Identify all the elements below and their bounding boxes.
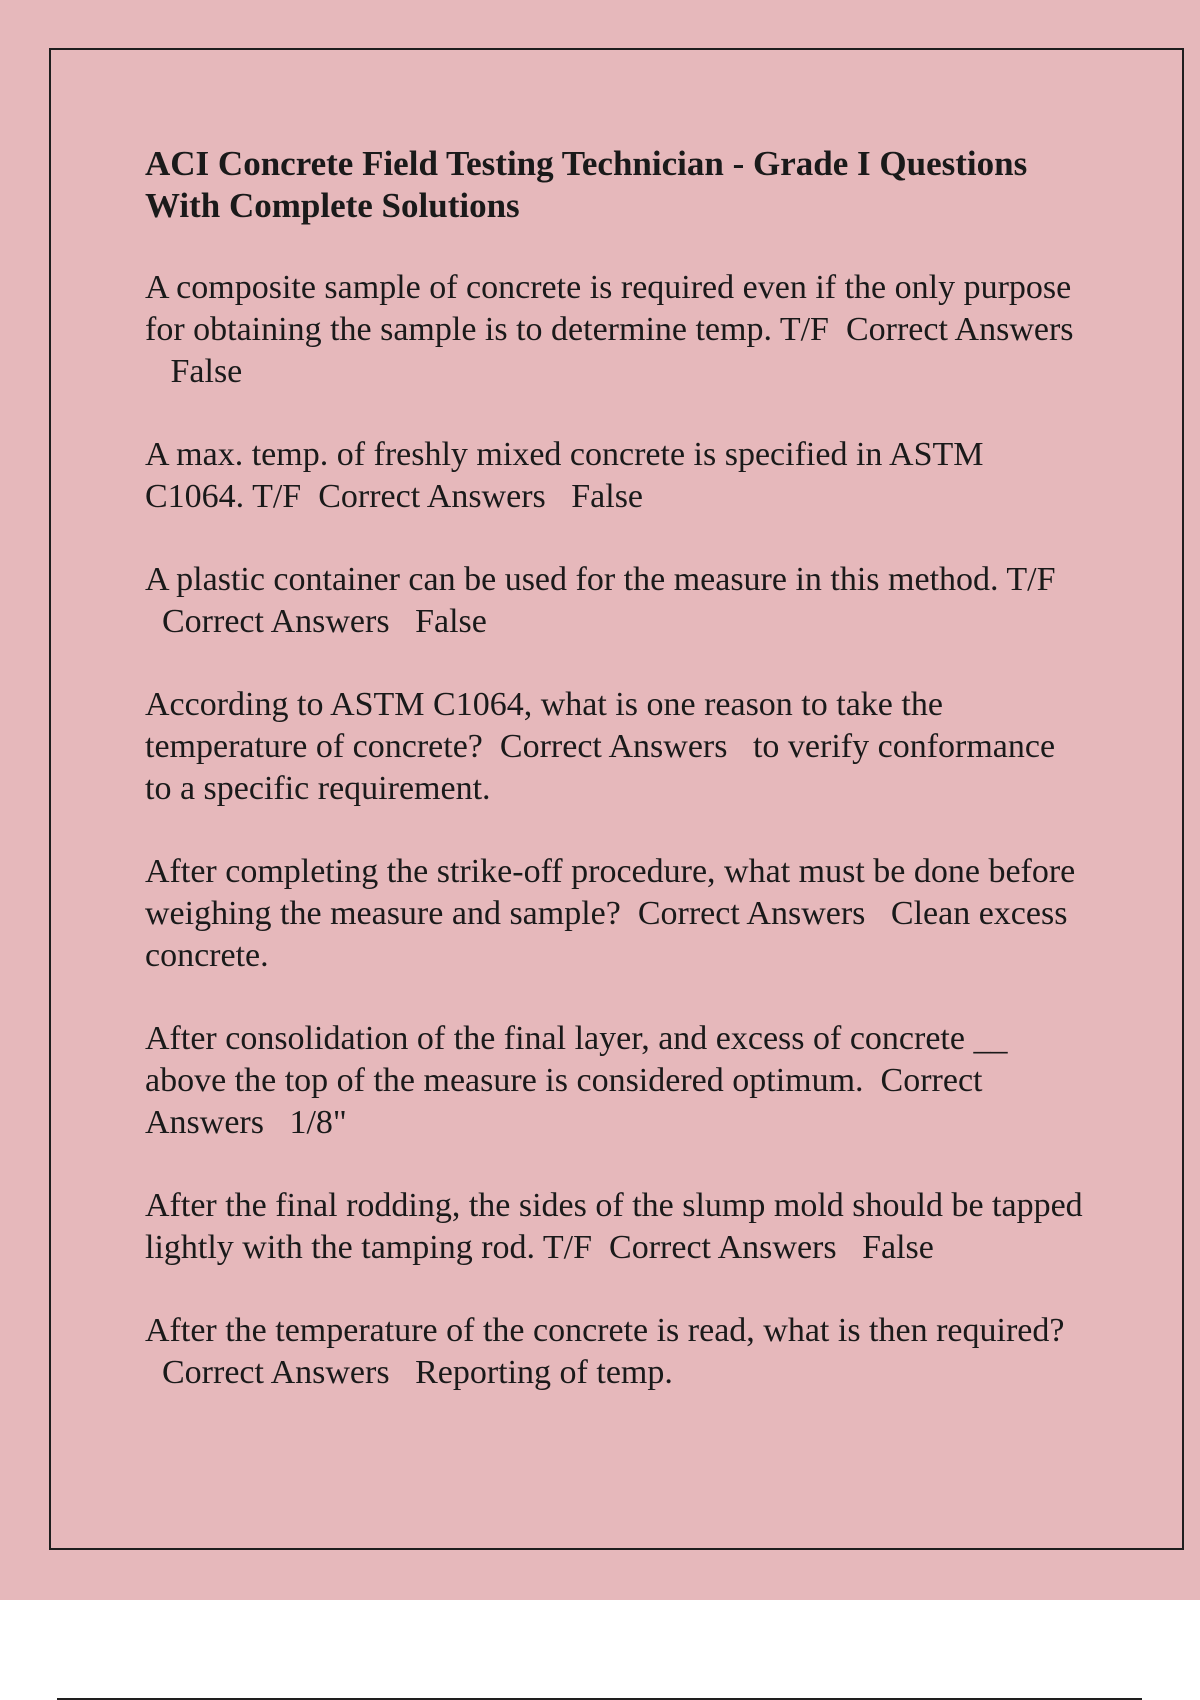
question-text: A plastic container can be used for the measure in this method. T/F [145,561,1056,598]
question-text: After the final rodding, the sides of the slump mold should be tapped lightly with the tamping rod. T/F [145,1187,1083,1266]
qa-item [145,267,1085,393]
answer-text: Clean excess concrete. [145,895,1068,974]
qa-item [145,1310,1085,1394]
question-text: A composite sample of concrete is required even if the only purpose for obtaining the sample is to determine temp. T/F [145,269,1072,348]
answer-label: Correct Answers [609,1229,837,1266]
question-text: After the temperature of the concrete is read, what is then required? [145,1312,1065,1349]
question-text: According to ASTM C1064, what is one reason to take the temperature of concrete? [145,686,943,765]
answer-text: False [415,603,487,640]
answer-text: 1/8" [289,1104,347,1141]
answer-label: Correct Answers [162,1354,390,1391]
qa-item [145,684,1085,810]
document-title: ACI Concrete Field Testing Technician - Grade I Questions With Complete Solutions [145,144,1028,225]
answer-label: Correct Answers [162,603,390,640]
qa-item [145,434,1085,518]
answer-label: Correct Answers [499,728,728,765]
question-text: After consolidation of the final layer, and excess of concrete __ above the top of the measure is considered optimum. [145,1020,1008,1099]
answer-label: Correct Answers [318,478,546,515]
answer-text: Reporting of temp. [415,1354,673,1391]
answer-label: Correct Answers [145,1062,983,1141]
answer-label: Correct Answers [845,311,1074,348]
answer-text: False [170,353,243,390]
qa-item [145,1018,1085,1144]
answer-text: False [571,478,644,515]
qa-item [145,851,1085,977]
qa-item [145,1185,1085,1269]
document-content [145,143,1085,1435]
qa-item [145,559,1085,643]
question-text: A max. temp. of freshly mixed concrete is specified in ASTM C1064. T/F [145,436,984,515]
answer-text: False [862,1229,934,1266]
question-text: After completing the strike-off procedure, what must be done before weighing the measure and sample? [145,853,1076,932]
answer-label: Correct Answers [637,895,866,932]
answer-text: to verify conformance to a specific requirement. [145,728,1056,807]
